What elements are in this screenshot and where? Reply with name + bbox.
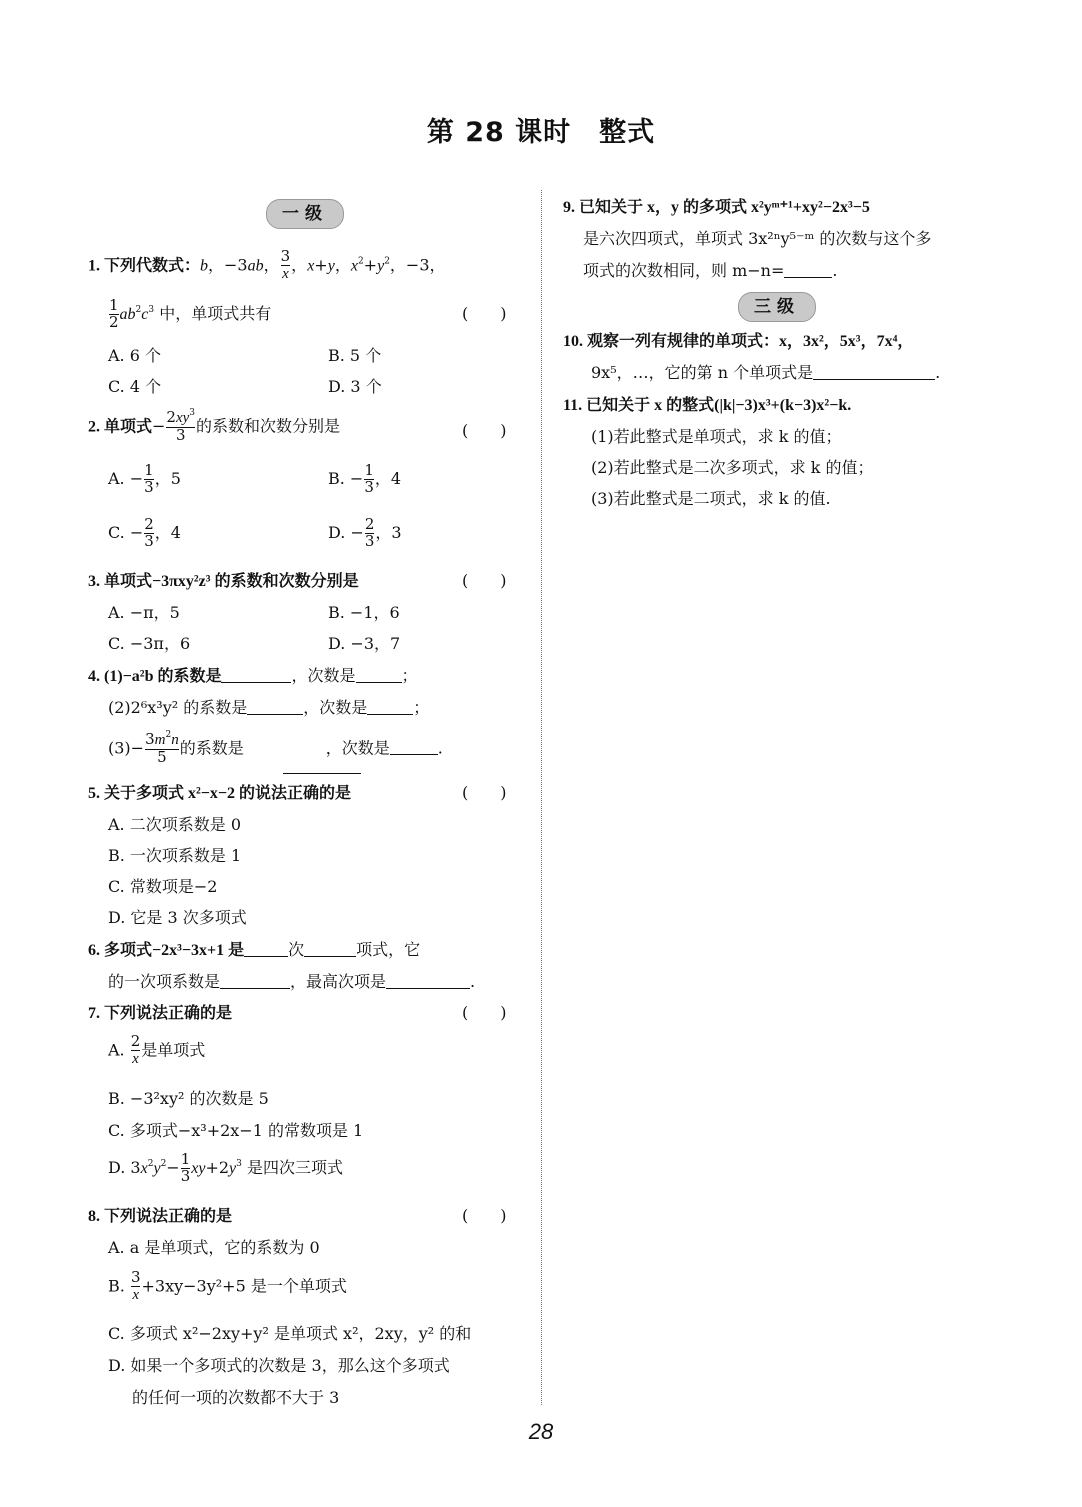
question-3-option-c: C. −3π，6 <box>108 634 191 653</box>
question-1-option-a: A. 6 个 <box>108 346 161 365</box>
question-9-line3: 项式的次数相同，则 m−n= . <box>583 261 838 280</box>
question-2-option-a: A. − $\frac{1}{3}$ ，5 <box>108 461 181 496</box>
question-5-option-c: C. 常数项是−2 <box>108 877 218 896</box>
question-1-line2: $\frac{1}{2}$ $ab^2c^3$ 中，单项式共有 <box>109 296 272 331</box>
question-3-option-b: B. −1，6 <box>328 603 400 622</box>
question-1-option-c: C. 4 个 <box>108 377 162 396</box>
question-4-part-3: (3)− $\frac{3m^2n}{5}$ 的系数是 ，次数是 . <box>108 730 443 766</box>
question-1-line1: 1. 下列代数式：b，−3ab， $\frac{3}{x}$ ，x+y，$x^2+y^2$，−3， <box>88 247 446 282</box>
question-8-option-d-line1: D. 如果一个多项式的次数是 3，那么这个多项式 <box>108 1356 450 1375</box>
question-5: 5. 关于多项式 x²−x−2 的说法正确的是 <box>88 785 352 802</box>
question-5-option-b: B. 一次项系数是 1 <box>108 846 242 865</box>
question-1-answer-paren: ( ) <box>462 304 507 323</box>
question-5-option-d: D. 它是 3 次多项式 <box>108 908 247 927</box>
level-three-badge: 三级 <box>738 292 816 322</box>
question-7-option-a: A. $\frac{2}{x}$ 是单项式 <box>108 1032 206 1067</box>
question-11: 11. 已知关于 x 的整式(|k|−3)x³+(k−3)x²−k. <box>563 397 852 414</box>
question-7-answer-paren: ( ) <box>462 1003 507 1022</box>
question-7-option-b: B. −3²xy² 的次数是 5 <box>108 1089 269 1108</box>
question-4-part-1: 4. (1)−a²b 的系数是 ，次数是 ； <box>88 666 418 685</box>
question-10-line1: 10. 观察一列有规律的单项式：x，3x²，5x³，7x⁴， <box>563 333 914 350</box>
page-number: 28 <box>528 1419 554 1444</box>
question-6-line2: 的一次项系数是 ，最高次项是 . <box>108 972 476 991</box>
question-7-option-d: D. $3x^2y^2-$ $\frac{1}{3}$ $xy+2y^3$ 是四次三项式 <box>108 1150 343 1185</box>
question-8-option-b: B. $\frac{3}{x}$ +3xy−3y²+5 是一个单项式 <box>108 1268 347 1303</box>
question-2: 2. 单项式− $\frac{2xy^3}{3}$ 的系数和次数分别是 <box>88 408 341 444</box>
question-5-option-a: A. 二次项系数是 0 <box>108 815 241 834</box>
question-8-answer-paren: ( ) <box>462 1206 507 1225</box>
question-11-part-1: (1)若此整式是单项式，求 k 的值； <box>591 427 842 446</box>
question-3-option-d: D. −3，7 <box>328 634 401 653</box>
question-2-option-d: D. − $\frac{2}{3}$ ，3 <box>328 515 402 550</box>
question-2-answer-paren: ( ) <box>462 421 507 440</box>
column-divider <box>541 190 542 1405</box>
question-3-option-a: A. −π，5 <box>108 603 180 622</box>
question-1-option-b: B. 5 个 <box>328 346 382 365</box>
question-11-part-2: (2)若此整式是二次多项式，求 k 的值； <box>591 458 874 477</box>
question-5-answer-paren: ( ) <box>462 783 507 802</box>
question-4-part-2: (2)2⁶x³y² 的系数是 ，次数是 ； <box>108 698 430 717</box>
question-8-option-a: A. a 是单项式，它的系数为 0 <box>108 1238 320 1257</box>
question-9-line2: 是六次四项式，单项式 3x²ⁿy⁵⁻ᵐ 的次数与这个多 <box>583 229 932 248</box>
question-7-option-c: C. 多项式−x³+2x−1 的常数项是 1 <box>108 1121 364 1140</box>
question-7: 7. 下列说法正确的是 <box>88 1005 233 1022</box>
question-8-option-d-line2: 的任何一项的次数都不大于 3 <box>132 1388 340 1407</box>
question-3-answer-paren: ( ) <box>462 571 507 590</box>
question-8: 8. 下列说法正确的是 <box>88 1208 233 1225</box>
question-1-option-d: D. 3 个 <box>328 377 382 396</box>
question-9-line1: 9. 已知关于 x，y 的多项式 x²yᵐ⁺¹+xy²−2x³−5 <box>563 199 870 216</box>
question-4-part-3-blank[interactable] <box>283 773 361 774</box>
question-11-part-3: (3)若此整式是二项式，求 k 的值. <box>591 489 831 508</box>
page-title: 第 28 课时 整式 <box>426 117 656 148</box>
question-3: 3. 单项式−3πxy²z³ 的系数和次数分别是 <box>88 573 359 590</box>
question-6-line1: 6. 多项式−2x³−3x+1 是 次 项式，它 <box>88 940 421 959</box>
question-8-option-c: C. 多项式 x²−2xy+y² 是单项式 x²，2xy，y² 的和 <box>108 1324 472 1343</box>
question-10-line2: 9x⁵，…，它的第 n 个单项式是 . <box>591 363 941 382</box>
question-2-option-b: B. − $\frac{1}{3}$ ，4 <box>328 461 402 496</box>
question-2-option-c: C. − $\frac{2}{3}$ ，4 <box>108 515 181 550</box>
level-one-badge: 一级 <box>266 199 344 229</box>
